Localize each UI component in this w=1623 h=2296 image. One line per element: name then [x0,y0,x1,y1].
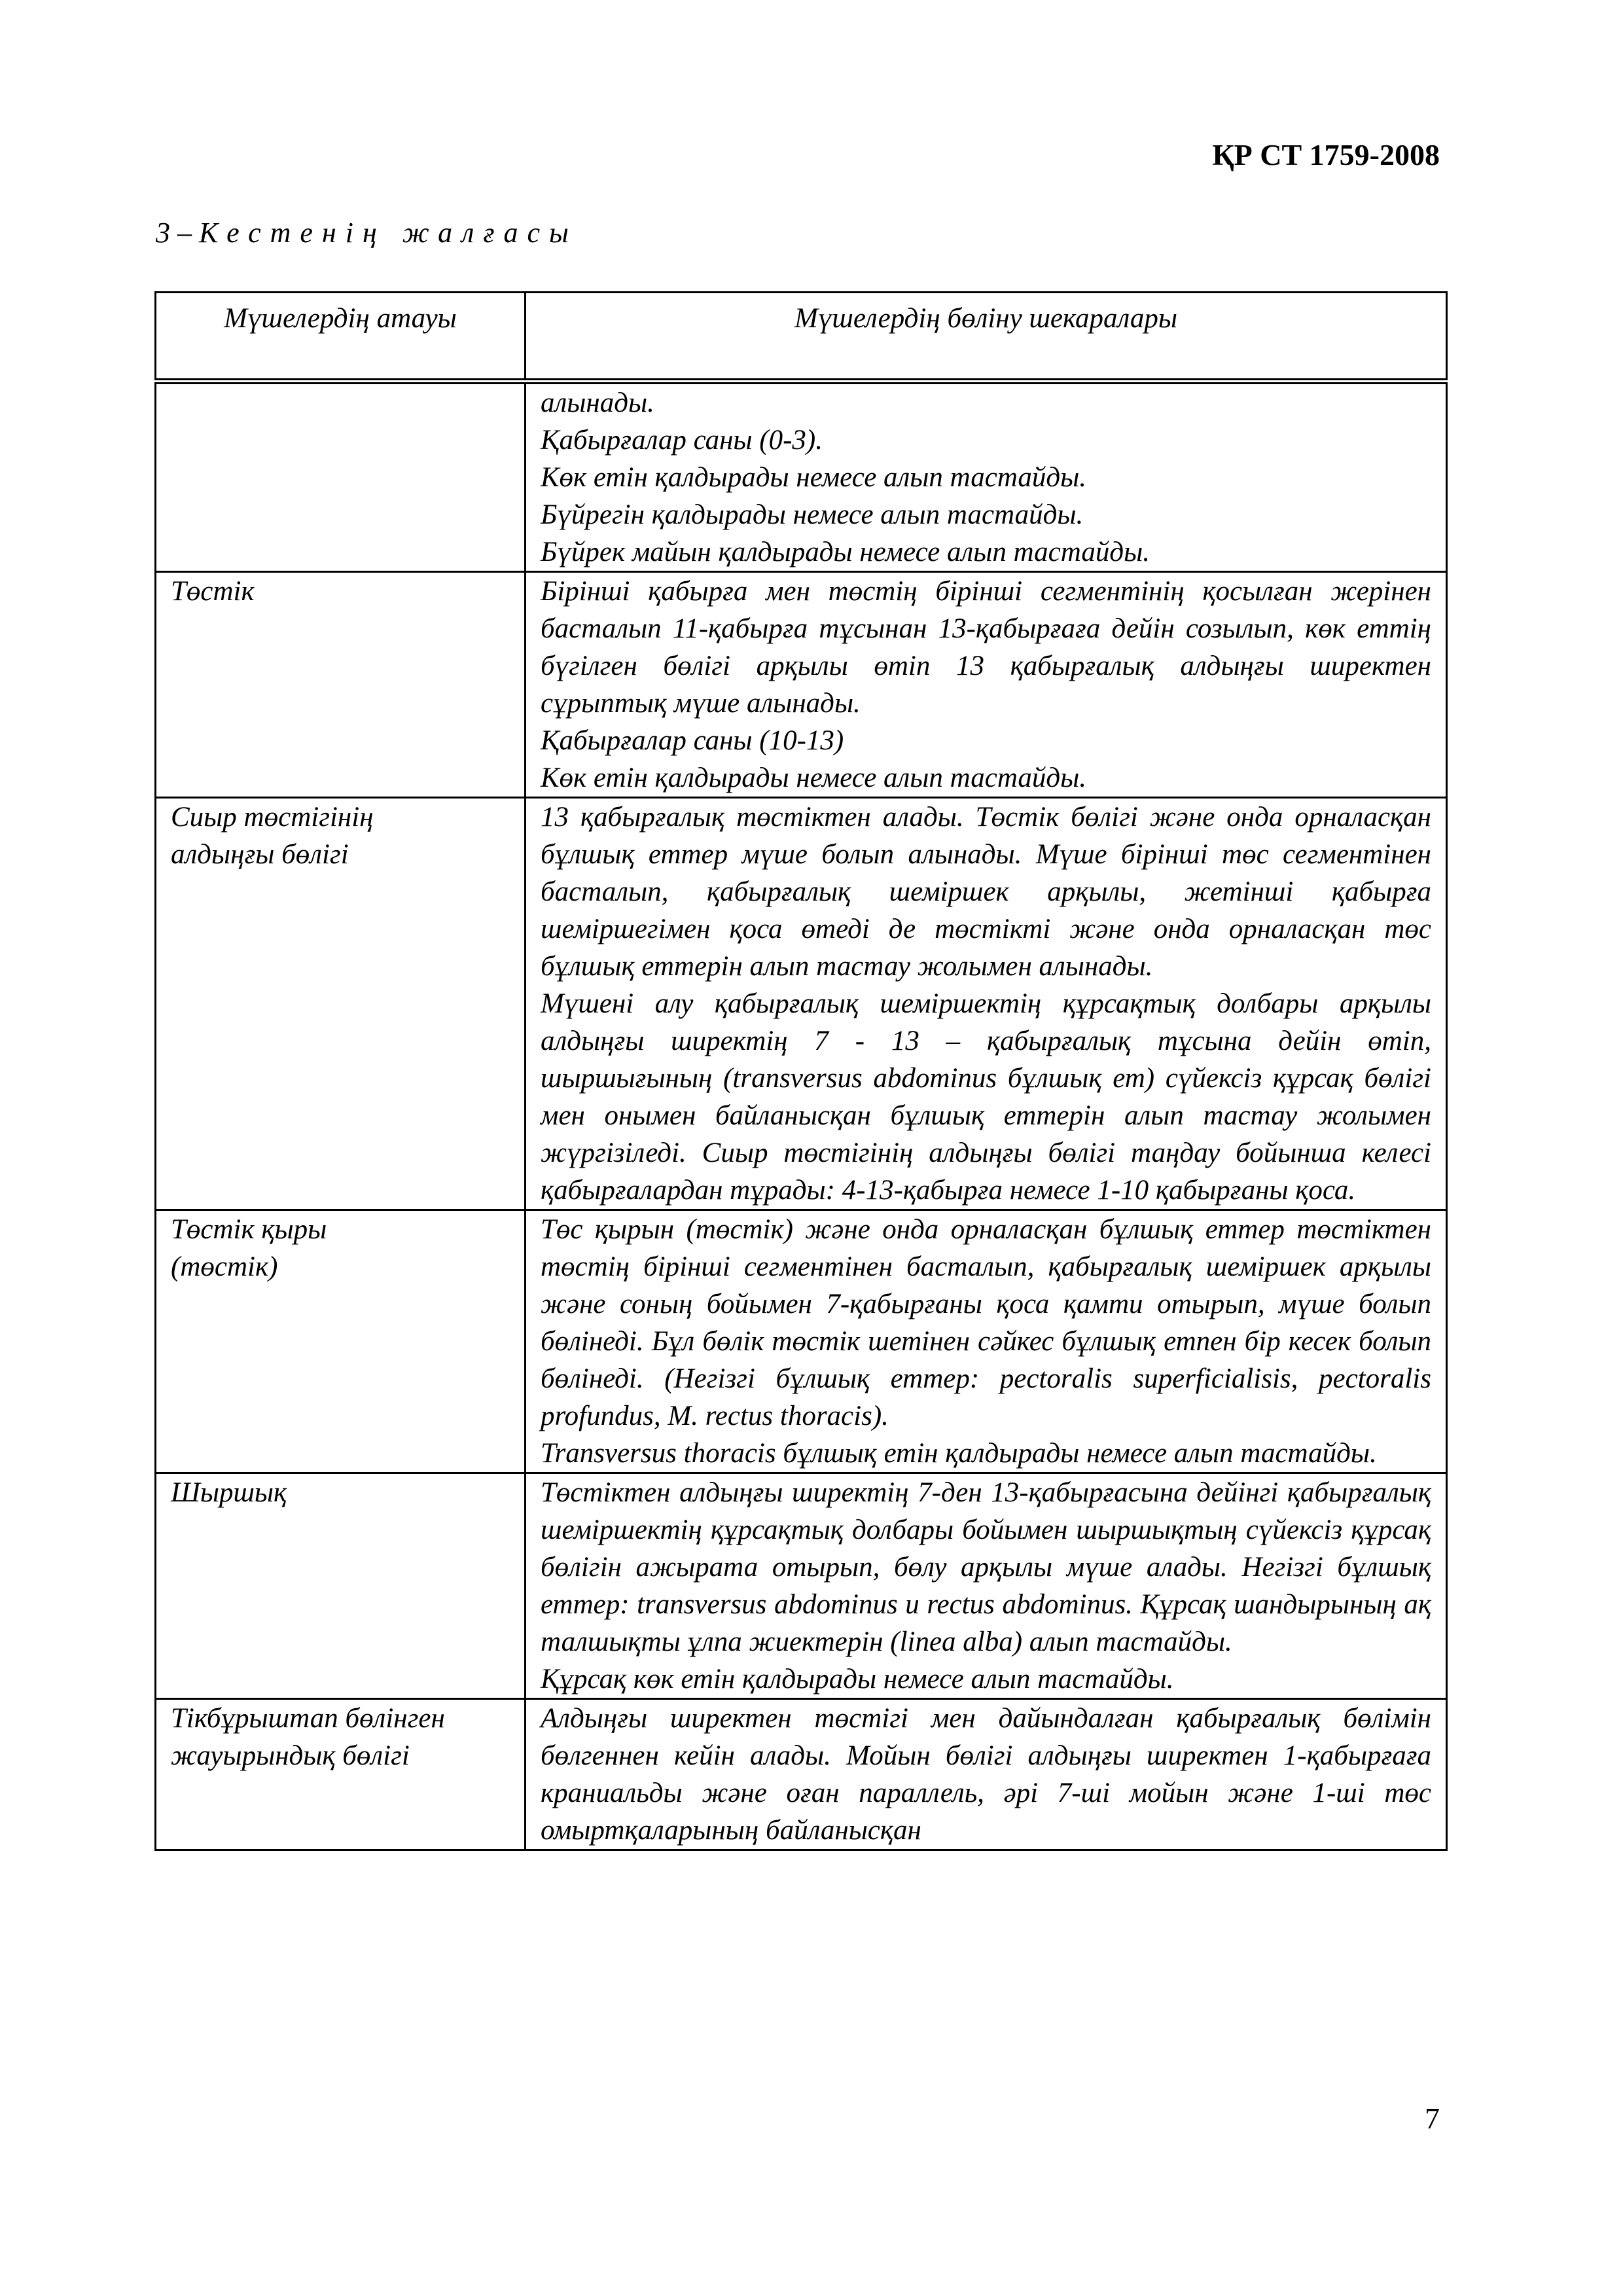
caption-text: Кестенің жалғасы [199,217,578,249]
boundary-paragraph: Төс қырын (төстік) және онда орналасқан бұлшық еттер төстіктен төстің бірінші сегментінен басталып, қабырғалық шеміршек арқылы және соның бойымен 7-қабырғаны қоса қамти отырып, мүше болып бөлінеді. Бұл бөлік төстік шетінен сәйкес бұлшық етпен бір кесек болып бөлінеді. (Негізгі бұлшық еттер: pectoralis superficialisis, pectoralis profundus, M. rectus thoracis). [541,1214,1431,1431]
organ-name-cell [156,1699,526,1850]
boundary-paragraph: Мүшені алу қабырғалық шеміршектің құрсақтық долбары арқылы алдыңғы ширектің 7 - 13 – қабырғалық тұсына дейін өтіп, шыршығының (transversus abdominus бұлшық ет) сүйексіз құрсақ бөлігі мен онымен байланысқан бұлшық еттерін алып тастау жолымен жүргізіледі. Сиыр төстігінің алдыңғы бөлігі таңдау бойынша келесі қабырғалардан тұрады: 4-13-қабырға немесе 1-10 қабырғаны қоса. [541,988,1431,1206]
caption-prefix: 3 – [156,217,199,249]
division-boundaries-cell [526,572,1447,798]
organ-name-cell [156,798,526,1210]
table-caption [156,216,578,249]
organ-name-line: Сиыр төстігінің [171,802,374,833]
organ-name-line: жауырындық бөлігі [171,1740,410,1771]
division-boundaries-cell [526,1473,1447,1699]
organs-table [154,291,1448,1851]
boundary-paragraph: Төстіктен алдыңғы ширектің 7-ден 13-қабырғасына дейінгі қабырғалық шеміршектің құрсақтық долбары бойымен шыршықтың сүйексіз құрсақ бөлігін ажырата отырып, бөлу арқылы мүше алады. Негізгі бұлшық еттер: transversus abdominus и rectus abdominus. Құрсақ шандырының ақ талшықты ұлпа жиектерін (linea alba) алып тастайды. [541,1477,1431,1657]
organ-name-cell [156,1473,526,1699]
boundary-paragraph: Қабырғалар саны (0-3). [541,425,823,456]
organ-name-line: Тікбұрыштап бөлінген [171,1703,445,1734]
boundary-paragraph: Құрсақ көк етін қалдырады немесе алып тастайды. [541,1664,1174,1695]
page-number: 7 [1425,2102,1440,2135]
boundary-paragraph: Алдыңғы ширектен төстігі мен дайындалған қабырғалық бөлімін бөлгеннен кейін алады. Мойын бөлігі алдыңғы ширектен 1-қабырғаға краниальды және оған параллель, әрі 7-ші мойын және 1-ші төс омыртқаларының байланысқан [541,1703,1431,1846]
boundary-paragraph: Бүйрек майын қалдырады немесе алып тастайды. [541,537,1150,567]
boundary-paragraph: Бүйрегін қалдырады немесе алып тастайды. [541,499,1084,530]
boundary-paragraph: Көк етін қалдырады немесе алып тастайды. [541,762,1087,793]
organ-name-cell [156,382,526,572]
organ-name-line: (төстік) [171,1251,278,1282]
table-row [156,572,1447,798]
organ-name-line: алдыңғы бөлігі [171,839,349,870]
table-row [156,1210,1447,1473]
organ-name-line: Шыршық [171,1477,287,1508]
division-boundaries-cell [526,798,1447,1210]
table-row [156,1699,1447,1850]
organ-name-cell [156,1210,526,1473]
division-boundaries-cell [526,382,1447,572]
column-header-division-boundaries: Мүшелердің бөліну шекаралары [526,293,1447,382]
boundary-paragraph: алынады. [541,387,654,418]
boundary-paragraph: Көк етін қалдырады немесе алып тастайды. [541,462,1087,493]
boundary-paragraph: 13 қабырғалық төстіктен алады. Төстік бөлігі және онда орналасқан бұлшық еттер мүше болып алынады. Мүше бірінші төс сегментінен басталып, қабырғалық шеміршек арқылы, жетінші қабырға шеміршегімен қоса өтеді де төстікті және онда орналасқан төс бұлшық еттерін алып тастау жолымен алынады. [541,802,1431,982]
table-row [156,798,1447,1210]
boundary-paragraph: Қабырғалар саны (10-13) [541,725,844,756]
table-row [156,382,1447,572]
organ-name-line: Төстік [171,576,255,607]
standard-code: ҚР СТ 1759-2008 [1212,138,1440,171]
division-boundaries-cell [526,1699,1447,1850]
boundary-paragraph: Transversus thoracis бұлшық етін қалдырады немесе алып тастайды. [541,1438,1377,1469]
division-boundaries-cell [526,1210,1447,1473]
table-row [156,1473,1447,1699]
organ-name-line: Төстік қыры [171,1214,327,1245]
table-header-row [156,293,1447,382]
column-header-organ-name: Мүшелердің атауы [156,293,526,382]
organ-name-cell [156,572,526,798]
boundary-paragraph: Бірінші қабырға мен төстің бірінші сегментінің қосылған жерінен басталып 11-қабырға тұсынан 13-қабырғаға дейін созылып, көк еттің бүгілген бөлігі арқылы өтіп 13 қабырғалық алдыңғы ширектен сұрыптық мүше алынады. [541,576,1431,719]
